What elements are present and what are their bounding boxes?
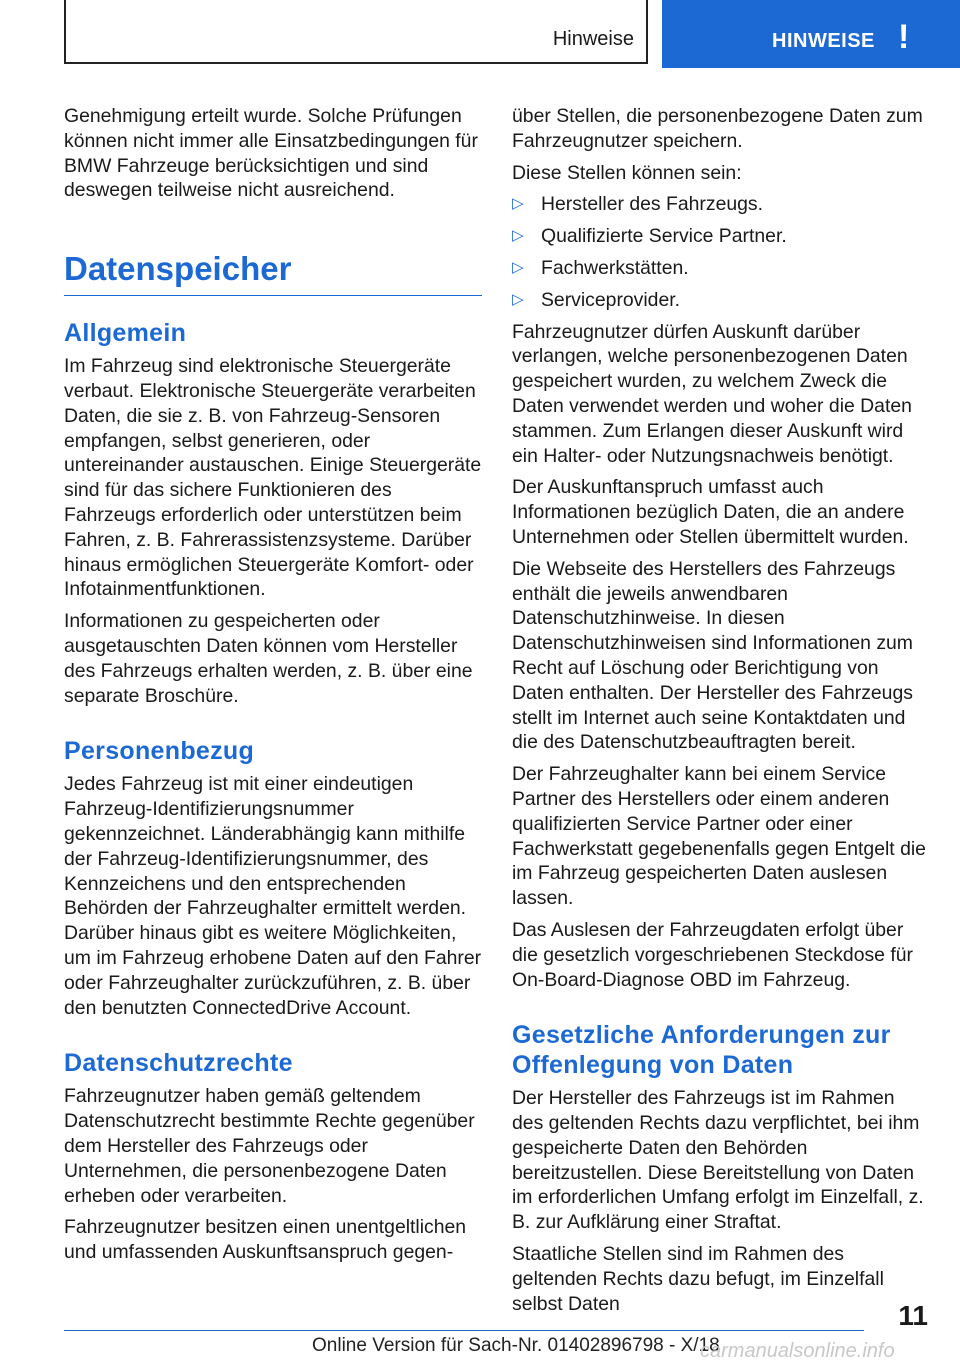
list-item-text: Qualifizierte Service Partner. <box>541 225 787 248</box>
list-item-text: Hersteller des Fahrzeugs. <box>541 193 764 216</box>
paragraph: Der Fahrzeughalter kann bei einem Service Partner des Herstellers oder einem anderen qualifizierten Service Partner oder einer Fachwerkstatt gegebenenfalls gegen Entgelt die im Fahrzeug gespeicherten Daten auslesen lassen. <box>512 763 926 910</box>
watermark: carmanualsonline.info <box>700 1340 895 1362</box>
paragraph: Der Hersteller des Fahrzeugs ist im Rahmen des geltenden Rechts dazu verpflichtet, bei ihm gespeicherte Daten den Behörden bereitzustellen. Diese Bereitstellung von Daten im erforderlichen Umfang erfolgt im Einzelfall, z. B. zur Aufklärung einer Straftat. <box>512 1087 924 1234</box>
paragraph: Informationen zu gespeicherten oder ausgetauschten Daten können vom Hersteller des Fahrzeugs erhalten werden, z. B. über eine separate Broschüre. <box>64 610 473 707</box>
heading-personenbezug: Personenbezug <box>64 737 255 766</box>
header-section-label: Hinweise <box>552 28 634 50</box>
paragraph: Genehmigung erteilt wurde. Solche Prüfungen können nicht immer alle Einsatzbedingungen für BMW Fahrzeuge berücksichtigen und sind deswegen teilweise nicht ausreichend. <box>64 105 478 202</box>
section-title: Datenspeicher <box>64 249 482 296</box>
triangle-bullet-icon: ▷ <box>512 195 524 213</box>
list-item <box>512 288 930 313</box>
paragraph: Fahrzeugnutzer haben gemäß geltendem Datenschutzrecht bestimmte Rechte gegenüber dem Hersteller des Fahrzeugs oder Unternehmen, die personenbezogene Daten erheben oder verarbeiten. <box>64 1085 475 1207</box>
header-section-box <box>64 0 648 64</box>
list-item-text: Serviceprovider. <box>541 288 681 311</box>
list-item <box>512 224 930 249</box>
list-item-text: Fachwerkstätten. <box>541 256 689 279</box>
list-item <box>512 192 930 217</box>
online-version-note: Online Version für Sach-Nr. 01402896798 - X/18 <box>312 1335 720 1356</box>
paragraph: Das Auslesen der Fahrzeugdaten erfolgt über die gesetzlich vorgeschriebenen Steckdose für On-Board-Diagnose OBD im Fahrzeug. <box>512 918 913 991</box>
heading-allgemein: Allgemein <box>64 319 187 348</box>
paragraph: Staatliche Stellen sind im Rahmen des geltenden Rechts dazu befugt, im Einzelfall selbst Daten <box>512 1243 884 1315</box>
bullet-list <box>512 192 930 312</box>
triangle-bullet-icon: ▷ <box>512 227 524 245</box>
right-column <box>512 104 930 1323</box>
heading-gesetzliche-anforderungen: Gesetzliche Anforderungen zur Offenlegung von Daten <box>512 1021 891 1080</box>
paragraph: Fahrzeugnutzer dürfen Auskunft darüber verlangen, welche personenbezogenen Daten gespeichert wurden, zu welchem Zweck die Daten verwendet werden und woher die Daten stammen. Zum Erlangen dieser Auskunft wird ein Halter- oder Nutzungsnachweis benötigt. <box>512 320 912 467</box>
paragraph: Die Webseite des Herstellers des Fahrzeugs enthält die jeweils anwendbaren Datenschutzhinweise. In diesen Datenschutzhinweisen sind Informationen zum Recht auf Löschung oder Berichtigung von Daten enthalten. Der Hersteller des Fahrzeugs stellt im Internet auch seine Kontaktdaten und die des Datenschutzbeauftragten bereit. <box>512 557 913 754</box>
chapter-tab[interactable] <box>662 0 960 68</box>
paragraph: Diese Stellen können sein: <box>512 161 742 184</box>
page-number: 11 <box>898 1300 928 1331</box>
paragraph: über Stellen, die personenbezogene Daten zum Fahrzeugnutzer speichern. <box>512 105 923 152</box>
left-column <box>64 104 482 1272</box>
paragraph: Im Fahrzeug sind elektronische Steuergeräte verbaut. Elektronische Steuergeräte verarbeiten Daten, die sie z. B. von Fahrzeug-Sensoren empfangen, selbst generieren, oder untereinander austauschen. Einige Steuergeräte sind für das sichere Funktionieren des Fahrzeugs erforderlich oder unterstützen beim Fahren, z. B. Fahrerassistenzsysteme. Darüber hinaus ermöglichen Steuergeräte Komfort- oder Infotainmentfunktionen. <box>64 355 482 601</box>
paragraph: Fahrzeugnutzer besitzen einen unentgeltlichen und umfassenden Auskunftsanspruch gegen- <box>64 1216 467 1264</box>
exclamation-icon: ! <box>898 18 910 56</box>
triangle-bullet-icon: ▷ <box>512 290 524 308</box>
paragraph: Jedes Fahrzeug ist mit einer eindeutigen Fahrzeug-Identifizierungsnummer gekennzeichnet. Länderabhängig kann mithilfe der Fahrzeug-Identifizierungsnummer, des Kennzeichens und den entsprechenden Behörden der Fahrzeughalter ermittelt werden. Darüber hinaus gibt es weitere Möglichkeiten, um im Fahrzeug erhobene Daten auf den Fahrer oder Fahrzeughalter zurückzuführen, z. B. über den benutzten ConnectedDrive Account. <box>64 773 482 1019</box>
paragraph: Der Auskunftanspruch umfasst auch Informationen bezüglich Daten, die an andere Unternehmen oder Stellen übermittelt wurden. <box>512 476 909 548</box>
heading-datenschutzrechte: Datenschutzrechte <box>64 1049 293 1078</box>
chapter-tab-label: HINWEISE <box>772 30 875 52</box>
triangle-bullet-icon: ▷ <box>512 258 524 276</box>
footer-divider <box>64 1330 864 1331</box>
list-item <box>512 256 930 281</box>
